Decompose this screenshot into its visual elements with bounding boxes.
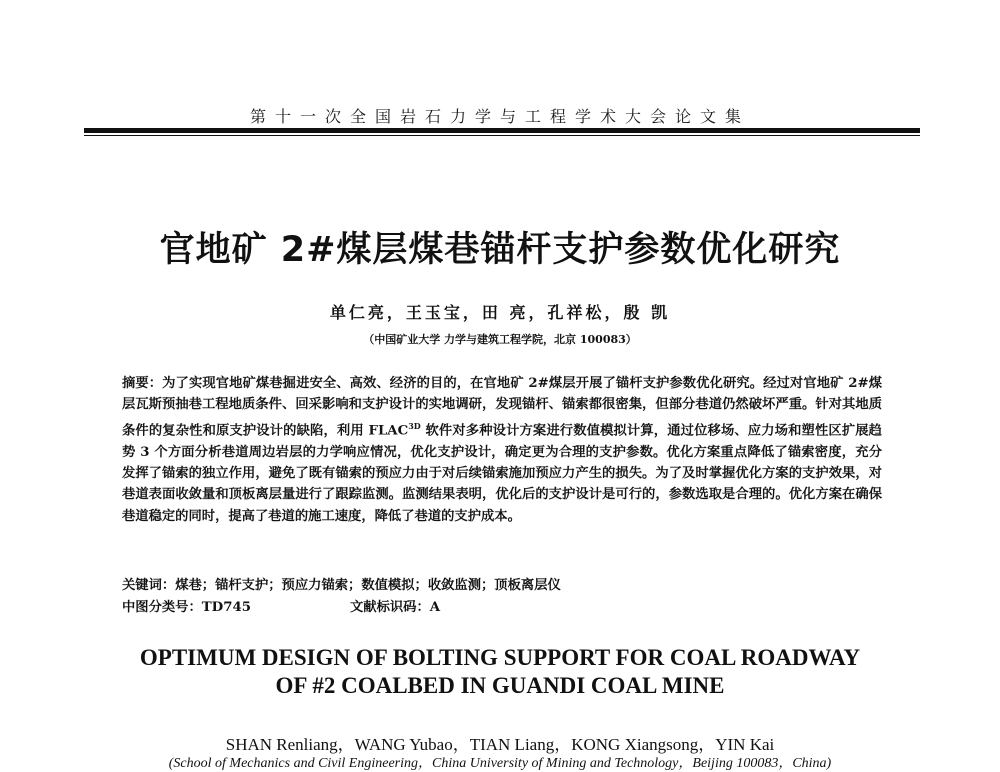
affiliation-cn: （中国矿业大学 力学与建筑工程学院，北京 100083） [363,333,637,346]
authors-en: SHAN Renliang，WANG Yubao，TIAN Liang，KONG Xiangsong，YIN Kai [225,735,775,754]
authors-cn: 单仁亮，王玉宝，田 亮，孔祥松，殷 凯 [329,303,671,322]
clc-label: 中图分类号： [122,600,202,615]
running-head: 第十一次全国岩石力学与工程学术大会论文集 [249,107,750,126]
doc-code-label: 文献标识码： [350,600,430,615]
affiliation-en: (School of Mechanics and Civil Engineering，China University of Mining and Technology，Beijing 100083，China) [168,756,832,771]
doc-code-value: A [429,600,441,615]
clc-value: TD745 [201,600,251,615]
paper-title-en [0,644,1000,700]
keywords [122,574,561,593]
header-rule-thin [84,135,920,136]
paper-title-cn: 官地矿 2#煤层煤巷锚杆支护参数优化研究 [159,230,841,270]
abstract [122,373,882,527]
abstract-text-part1: 为了实现官地矿煤巷掘进安全、高效、经济的目的，在官地矿 2#煤层开展了锚杆支护参数优化研究。经过对官地矿 2#煤层瓦斯预抽巷工程地质条件、回采影响和支护设计的实地调研，发现锚杆、锚索都很密集，但部分巷道仍然破坏严重。针对其地质条件的复杂性和原支护设计的缺陷，利用 FLAC [122,376,882,439]
document-code [350,596,440,615]
abstract-text-part2: 软件对多种设计方案进行数值模拟计算，通过位移场、应力场和塑性区扩展趋势 3 个方面分析巷道周边岩层的力学响应情况，优化支护设计，确定更为合理的支护参数。优化方案重点降低了锚索密度，充分发挥了锚索的独立作用，避免了既有锚索的预应力由于对后续锚索施加预应力产生的损失。为了及时掌握优化方案的支护效果，对巷道表面收敛量和顶板离层量进行了跟踪监测。监测结果表明，优化后的支护设计是可行的，参数选取是合理的。优化方案在确保巷道稳定的同时，提高了巷道的施工速度，降低了巷道的支护成本。 [122,423,882,524]
title-en-line2: OF #2 COALBED IN GUANDI COAL MINE [275,673,725,698]
title-en-line1: OPTIMUM DESIGN OF BOLTING SUPPORT FOR COAL ROADWAY [139,645,861,670]
keywords-text: 煤巷；锚杆支护；预应力锚索；数值模拟；收敛监测；顶板离层仪 [175,578,561,593]
abstract-label: 摘要： [122,376,163,391]
keywords-label: 关键词： [122,578,176,593]
header-rule-thick [84,128,920,133]
clc-number [122,596,251,615]
abstract-superscript: 3D [408,420,421,431]
